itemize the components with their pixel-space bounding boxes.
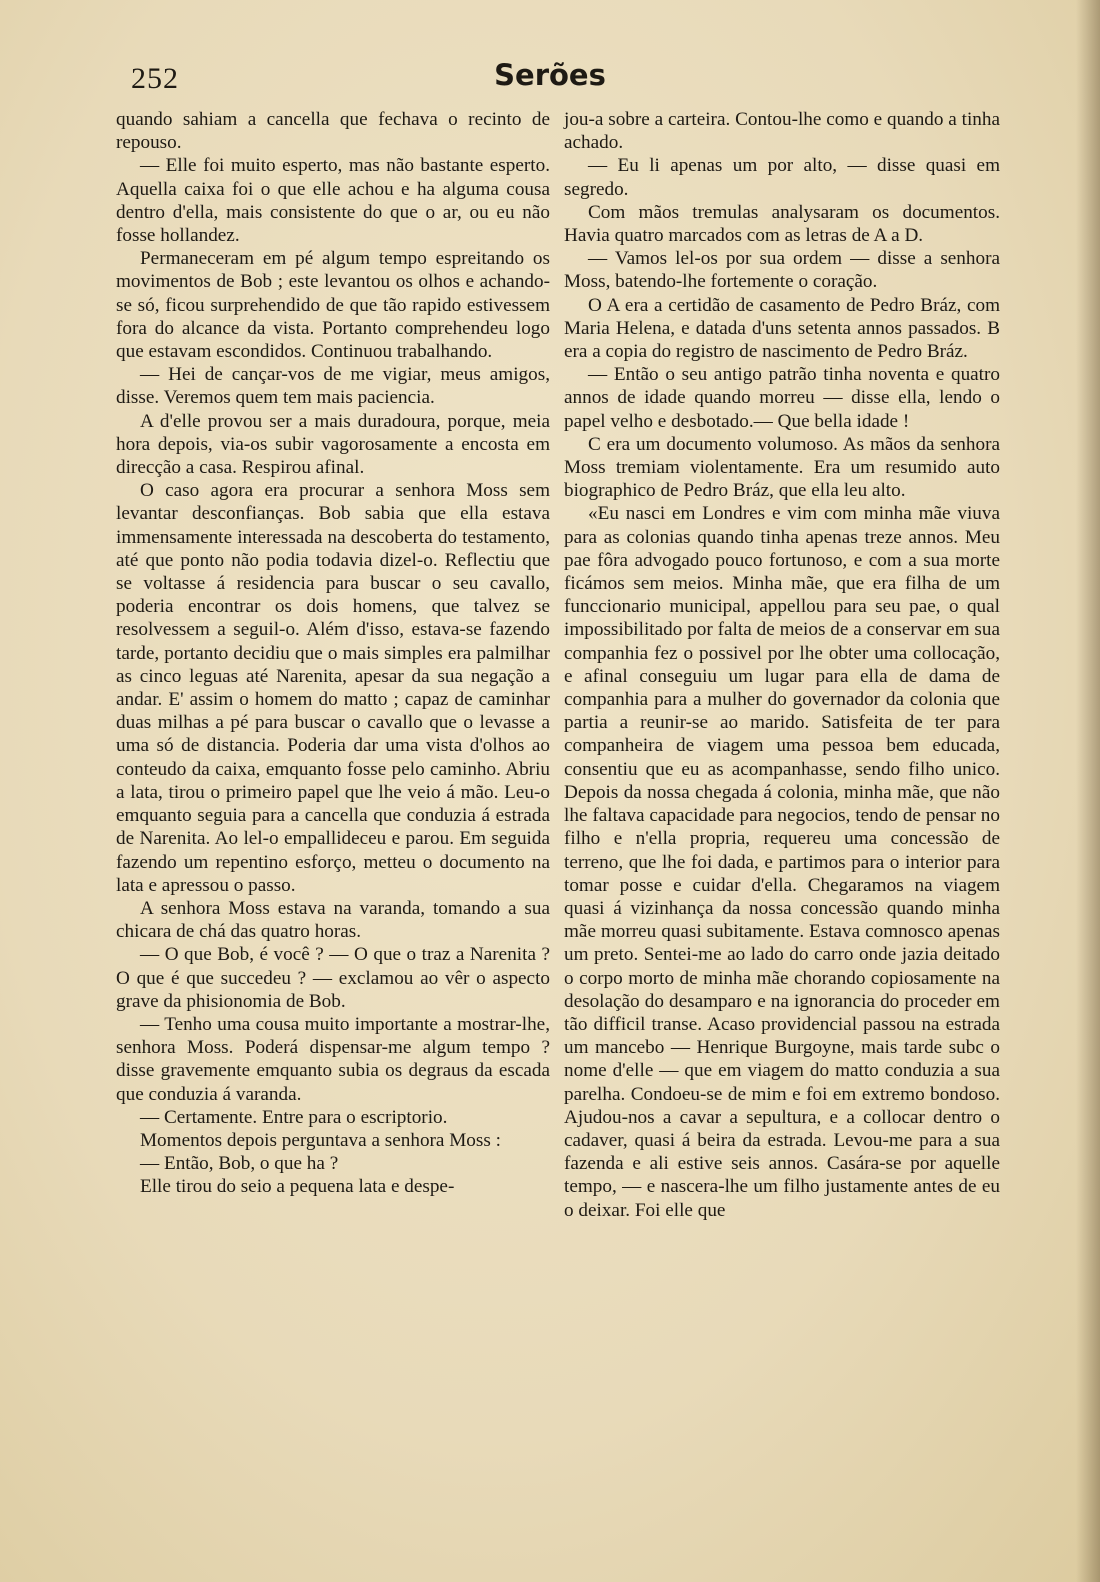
paragraph: O A era a certidão de casamento de Pedro Bráz, com Maria Helena, e datada d'uns setenta annos passados. B era a copia do registro de nascimento de Pedro Bráz. (564, 294, 1000, 363)
paragraph: Momentos depois perguntava a senhora Moss : (140, 1129, 501, 1151)
right-column (564, 108, 1000, 1222)
paragraph: «Eu nasci em Londres e vim com minha mãe viuva para as colonias quando tinha apenas treze annos. Meu pae fôra advogado pouco fortunoso, e com a sua morte ficámos sem meios. Minha mãe, que era filha de um funccionario municipal, appellou para seu pae, o qual impossibilitado por falta de meios de a conservar em sua companhia fez o possivel por lhe obter uma collocação, e afinal conseguiu um lugar para ella de dama de companhia para a mulher do governador da colonia que partia a reunir-se ao marido. Satisfeita de ter para companheira de viagem uma pessoa bem educada, consentiu que eu as acompanhasse, sendo filho unico. Depois da nossa chegada á colonia, minha mãe, que não lhe faltava capacidade para negocios, tendo de pensar no filho e n'ella propria, requereu uma concessão de terreno, que lhe foi dada, e partimos para o interior para tomar posse e cuidar d'ella. Chegaramos na viagem quasi á vizinhança da nossa concessão quando minha mãe morreu quasi subitamente. Estava comnosco apenas um preto. Sentei-me ao lado do carro onde jazia deitado o corpo morto de minha mãe chorando copiosamente na desolação do desamparo e na ignorancia do proceder em tão difficil transe. Acaso providencial passou na estrada um mancebo — Henrique Burgoyne, mais tarde subc o nome d'elle — que em viagem do matto conduzia a sua parelha. Condoeu-se de mim e foi em extremo bondoso. Ajudou-nos a cavar a sepultura, e a collocar dentro o cadaver, quasi á beira da estrada. Levou-me para a sua fazenda e ali estive seis annos. Casára-se por aquelle tempo, — e nascera-lhe um filho justamente antes de eu o deixar. Foi elle que (564, 503, 1000, 1221)
paragraph: — Vamos lel-os por sua ordem — disse a senhora Moss, batendo-lhe fortemente o coração. (564, 248, 1000, 293)
paragraph: Com mãos tremulas analysaram os documentos. Havia quatro marcados com as letras de A a D. (564, 201, 1000, 247)
paragraph: — Eu li apenas um por alto, — disse quasi em segredo. (564, 155, 1000, 200)
paragraph: — Elle foi muito esperto, mas não bastante esperto. Aquella caixa foi o que elle achou e ha alguma cousa dentro d'ella, mais consistente do que o ar, ou eu não fosse hollandez. (116, 155, 550, 247)
paragraph: — Então, Bob, o que ha ? (140, 1153, 339, 1175)
paragraph: Elle tirou do seio a pequena lata e despe- (140, 1176, 455, 1198)
paragraph: C era um documento volumoso. As mãos da senhora Moss tremiam violentamente. Era um resumido auto biographico de Pedro Bráz, que ella leu alto. (564, 433, 1000, 502)
paragraph: — Então o seu antigo patrão tinha noventa e quatro annos de idade quando morreu — disse ella, lendo o papel velho e desbotado.— Que bella idade ! (564, 364, 1000, 432)
left-column (116, 108, 550, 1199)
paragraph: O caso agora era procurar a senhora Moss sem levantar desconfianças. Bob sabia que ella estava immensamente interessada na descoberta do testamento, até que ponto não podia todavia dizel-o. Reflectiu que se voltasse á residencia para buscar o seu cavallo, poderia encontrar os dois homens, que talvez se resolvessem a seguil-o. Além d'isso, estava-se fazendo tarde, portanto decidiu que o mais simples era palmilhar as cinco leguas até Narenita, apesar da sua negação a andar. E' assim o homem do matto ; capaz de caminhar duas milhas a pé para buscar o cavallo que o levasse a uma só de distancia. Poderia dar uma vista d'olhos ao conteudo da caixa, emquanto fosse pelo caminho. Abriu a lata, tirou o primeiro papel que lhe veio á mão. Leu-o emquanto seguia para a cancella que conduzia á estrada de Narenita. Ao lel-o empallideceu e parou. Em seguida fazendo um repentino esforço, metteu o documento na lata e apressou o passo. (116, 480, 550, 896)
paragraph: jou-a sobre a carteira. Contou-lhe como e quando a tinha achado. (564, 109, 1000, 154)
paragraph: Permaneceram em pé algum tempo espreitando os movimentos de Bob ; este levantou os olhos e achando-se só, ficou surprehendido de que tão rapido estivessem fora do alcance da vista. Portanto comprehendeu logo que estavam escondidos. Continuou trabalhando. (116, 248, 550, 363)
paragraph: quando sahiam a cancella que fechava o recinto de repouso. (116, 109, 550, 154)
running-head-title: Serões (494, 58, 606, 92)
paragraph: A d'elle provou ser a mais duradoura, porque, meia hora depois, via-os subir vagorosamente a encosta em direcção a casa. Respirou afinal. (116, 410, 550, 479)
paragraph: — Hei de cançar-vos de me vigiar, meus amigos, disse. Veremos quem tem mais paciencia. (116, 364, 550, 409)
paragraph: — Certamente. Entre para o escriptorio. (140, 1106, 448, 1128)
paragraph: — O que Bob, é você ? — O que o traz a Narenita ? O que é que succedeu ? — exclamou ao vêr o aspecto grave da phisionomia de Bob. (116, 944, 550, 1012)
paragraph: — Tenho uma cousa muito importante a mostrar-lhe, senhora Moss. Poderá dispensar-me algum tempo ? disse gravemente emquanto subia os degraus da escada que conduzia á varanda. (116, 1013, 550, 1105)
page-edge-shadow (1076, 0, 1100, 1582)
paragraph: A senhora Moss estava na varanda, tomando a sua chicara de chá das quatro horas. (116, 897, 550, 943)
page-number: 252 (131, 62, 179, 95)
